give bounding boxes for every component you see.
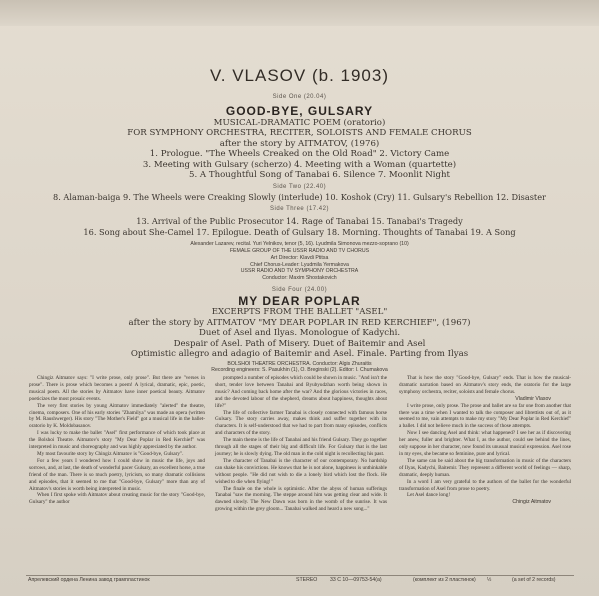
work1-track-line-2: 3. Meeting with Gulsary (scherzo) 4. Meeting with a Woman (quartette) [142,160,457,170]
composer-title: V. VLASOV (b. 1903) [209,66,390,85]
work2-line-3: Duet of Asel and Ilyas. Monologue of Kadychi. [198,328,401,338]
work1-credit-1: Alexander Lazarev, recital. Yuri Yelnikov, tenor (5, 16). Lyudmila Simonova mezzo-soprano (10) [190,241,409,247]
signature-vlasov: Vladimir Vlasov [515,395,551,402]
footer-plant: Апрелевский ордена Ленина завод грампластинок [28,577,150,583]
footer-divider [26,575,574,576]
work1-subtitle-1: MUSICAL-DRAMATIC POEM (oratorio) [213,118,386,128]
notes-paragraph: I was lucky to make the ballet "Asel" first performance of which took place at the Bolshoi Theatre. Aitmatov's story "My Dear Poplar in Red Kerchief" was interpreted in music and choreography and was highly appreciated by the author. [29,430,205,451]
footer-set-ru: (комплект из 2 пластинок) [413,577,476,583]
top-edge [0,0,599,26]
work2-line-4: Despair of Asel. Path of Misery. Duet of Baitemir and Asel [173,339,426,349]
work1-track-line-1: 1. Prologue. "The Wheels Creaked on the Old Road" 2. Victory Came [149,149,450,159]
side-three-tracks-2: 16. Song about She-Camel 17. Epilogue. Death of Gulsary 18. Morning. Thoughts of Tanabai 19. A Song [83,227,516,237]
footer-catalog: 33 С 10—09753-54(а) [330,577,382,583]
notes-paragraph: For a few years I wondered how I could show in music the life, joys and sorrows, and, at last, the death of wonderful pacer Gulsary, an excellent horse, a true friend of the man. There is so much poetry, lyricism, so many dramatic collisions and episodes, that it seemed to me that "Good-bye, Gulsary" more than any of Aitmatov's stories is worth being interpreted in music. [29,457,205,492]
notes-paragraph: The same can be said about the big transformation in music of the characters of Ilyas, Kadychi, Baitemir. They represent a different world of feelings — sharp, dramatic, deeply human. [399,457,571,478]
side-two-tracks: 8. Alaman-baiga 9. The Wheels were Creaking Slowly (interlude) 10. Koshok (Cry) 11. Gulsary's Rebellion 12. Disaster [53,192,546,202]
footer-disc-number: ½ [487,577,492,583]
notes-paragraph: prompted a number of episodes which could be shown in music. "And isn't the short, tender love between Tanabai and Byubyudzhan worth being shown in music? And coming back home after the war? And the glorious victories in races, and the devoted labour of the shepherd, dreams about happiness, thoughts about life?" [215,375,387,409]
notes-paragraph: The main theme is the life of Tanabai and his friend Gulsary. They go together through all the stages of their big and difficult life. For Gulsary that is the last journey; he is slowly dying. The old man in the cold night is recollecting his past. [215,437,387,457]
work1-title: GOOD-BYE, GULSARY [225,104,374,118]
work2-line-2: after the story by AITMATOV "MY DEAR POPLAR IN RED KERCHIEF", (1967) [128,318,471,328]
notes-paragraph: Let Asel dance long! [407,492,451,499]
side-four-label: Side Four (24.00) [271,287,328,293]
work2-line-5: Optimistic allegro and adagio of Baitemir and Asel. Finale. Parting from Ilyas [130,349,469,359]
work2-line-1: EXCERPTS FROM THE BALLET "ASEL" [211,307,388,317]
signature-aitmatov: Chingiz Aitmatov [512,499,551,506]
notes-paragraph: I write prose, only prose. The prose and ballet are so far one from another that there was a time when I wanted to talk the composer and librettists out of, as it seemed to me, vain attempts to make my story "My Dear Poplar in Red Kerchief" a ballet. I did not believe much in the success of those attempts. [399,402,571,430]
notes-paragraph: The character of Tanabai is the character of our contemporary. No hardship can shake his convictions. He knows that he is not alone, happiness is unthinkable without people. "He did not wish to die a lonely bird which lost the flock. He wished to die when flying!" [215,457,387,485]
work1-credit-2: FEMALE GROUP OF THE USSR RADIO AND TV CHORUS [229,248,370,254]
notes-paragraph: The life of collective farmer Tanabai is closely connected with famous horse Gulsary. The story carries away, makes think and suffer together with its characters. It is self-understood that we had to part from many episodes, conflicts and characters of the story. [215,409,387,437]
side-three-label: Side Three (17.42) [270,206,329,212]
notes-paragraph: When I first spoke with Aitmatov about creating music for the story "Good-bye, Gulsary" the author [29,492,205,506]
side-three-tracks-1: 13. Arrival of the Public Prosecutor 14. Rage of Tanabai 15. Tanabai's Tragedy [136,216,463,226]
notes-paragraph: Chingiz Aitmatov says: "I write prose, only prose". But there are "verses in prose". There is prose which becomes a poem! A lyrical, dramatic, epic, poetic, musical poem. All the stories by Aitmatov have inner poetical beauty. Aitmatov poeticizes the most prosaic events. [29,375,205,402]
work1-track-line-3: 5. A Thoughtful Song of Tanabai 6. Silence 7. Moonlit Night [188,170,450,180]
work2-credit-2: Recording engineers: S. Pasukhin (1), O. Breginski (2). Editor: I. Chumakova [211,367,388,373]
footer [0,577,599,587]
work1-subtitle-2: FOR SYMPHONY ORCHESTRA, RECITER, SOLOISTS AND FEMALE CHORUS [127,128,472,138]
work2-title: MY DEAR POPLAR [238,294,361,308]
notes-paragraph: My most favourite story by Chingiz Aitmatov is "Good-bye, Gulsary". [37,450,184,457]
notes-column-3 [399,375,571,506]
side-two-label: Side Two (22.40) [272,184,327,190]
notes-paragraph: The very first stories by young Aitmatov immediately "alerted" the theatre, cinema, composers. One of his early stories "Zhamilya" was made an opera (written by M. Raushwerger). His story "The Mother's Field" got a musical life in the ballet-oratorio by K. Moldobasanov. [29,402,205,430]
work2-credit-1: BOLSHOI THEATRE ORCHESTRA. Conductor: Algis Zhuraitis [227,361,372,367]
work1-subtitle-3: after the story by AITMATOV, (1976) [219,139,380,149]
work1-credit-3: Art Director: Klavdi Ptitsa [270,255,329,261]
notes-paragraph: That is how the story "Good-bye, Gulsary" ends. That is how the musical-dramatic narration based on Aitmatov's story ends, the oratorio for the large symphony orchestra, reciter, soloists and female chorus. [399,375,571,395]
footer-set-en: (a set of 2 records) [512,577,556,583]
work1-credit-5: USSR RADIO AND TV SYMPHONY ORCHESTRA [240,268,359,274]
work1-credit-6: Conductor: Maxim Shostakovich [262,275,337,281]
side-one-label: Side One (20.04) [272,94,327,100]
notes-column-2 [215,375,387,513]
work1-credit-4: Chief Chorus-Leader: Lyudmila Yermakova [250,262,349,268]
notes-paragraph: The finale on the whole is optimistic. After the abyss of human sufferings Tanabai "saw the morning. The steppe around him was getting clear and wide. It dawned slowly. The New Dawn was born in the womb of the sunrise. It was growing within the grey gloom... Tanabai walked and heard a new song..." [215,485,387,513]
notes-column-1 [29,375,205,506]
notes-paragraph: In a word I am very grateful to the authors of the ballet for the wonderful transformation of Asel from prose to poetry. [399,478,571,492]
notes-paragraph: Now I see dancing Asel and think: what happened? I see her as if discovering her anew, fuller and brighter. What I, as the author, could see behind the lines, only suppose in her character, now found its unusual musical expression. Asel rose in my eyes, she became so feminine, pure and lyrical. [399,430,571,457]
footer-stereo: STEREO [296,577,318,583]
